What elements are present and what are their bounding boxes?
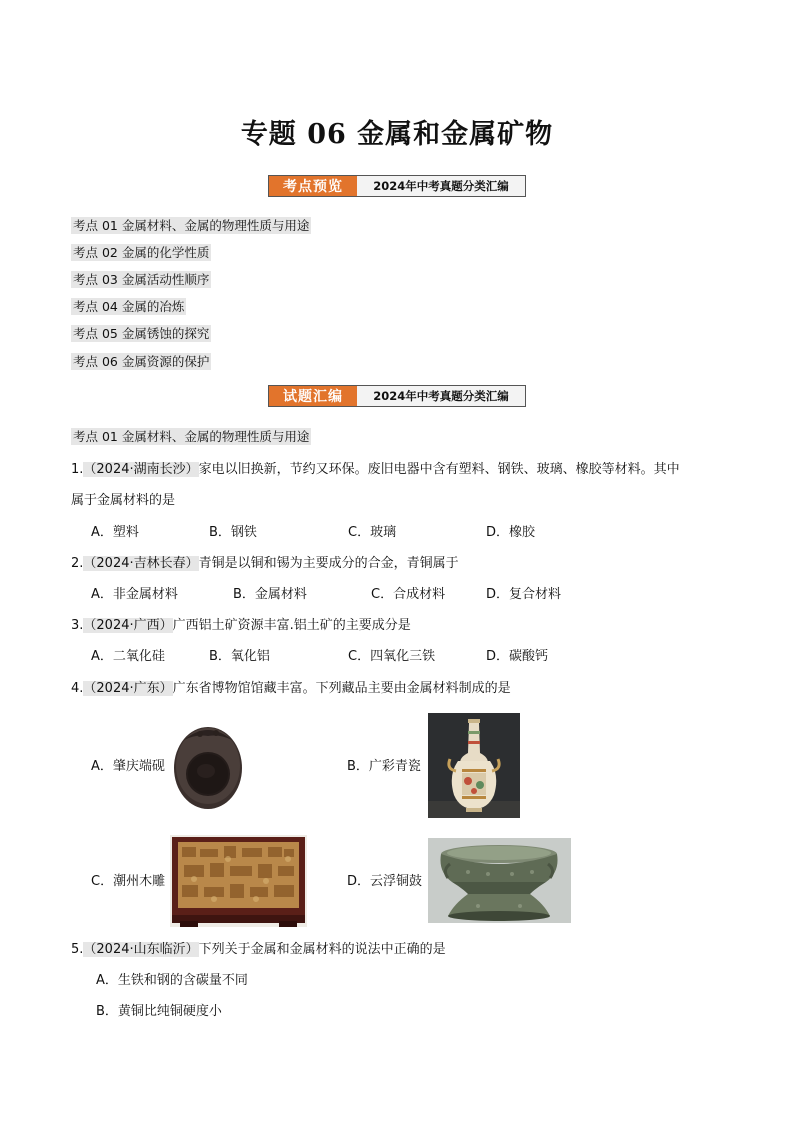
- question-number: 3.: [71, 618, 84, 633]
- toc-item[interactable]: 考点 04 金属的冶炼: [73, 299, 185, 314]
- option-c[interactable]: C．潮州木雕: [91, 874, 166, 889]
- questions-banner: [268, 385, 526, 407]
- woodcarving-image: [170, 835, 307, 927]
- option-a[interactable]: A．肇庆端砚: [91, 759, 165, 774]
- question-source: （2024·湖南长沙）: [83, 462, 199, 477]
- banner-subtitle: 2024年中考真题分类汇编: [373, 179, 509, 193]
- question-1: [71, 461, 680, 479]
- toc-item[interactable]: 考点 03 金属活动性顺序: [73, 272, 210, 287]
- option-a[interactable]: A．非金属材料: [91, 587, 178, 602]
- option-c[interactable]: C．合成材料: [371, 587, 446, 602]
- option-a[interactable]: A．二氧化硅: [91, 649, 165, 664]
- section-heading: 考点 01 金属材料、金属的物理性质与用途: [73, 429, 310, 444]
- question-source: （2024·广东）: [83, 681, 173, 696]
- inkstone-image: [170, 718, 246, 810]
- question-text: 广东省博物馆馆藏丰富。下列藏品主要由金属材料制成的是: [172, 681, 511, 696]
- question-text: 下列关于金属和金属材料的说法中正确的是: [198, 942, 446, 957]
- question-5: [71, 941, 446, 959]
- question-number: 5.: [71, 942, 84, 957]
- question-number: 1.: [71, 462, 84, 477]
- toc-item[interactable]: 考点 01 金属材料、金属的物理性质与用途: [73, 218, 310, 233]
- option-b[interactable]: B．金属材料: [233, 587, 307, 602]
- question-source: （2024·吉林长春）: [83, 556, 199, 571]
- question-text: 青铜是以铜和锡为主要成分的合金，青铜属于: [198, 556, 459, 571]
- question-4: [71, 680, 511, 698]
- toc-item[interactable]: 考点 06 金属资源的保护: [73, 354, 210, 369]
- option-b[interactable]: B．黄铜比纯铜硬度小: [96, 1004, 222, 1019]
- option-c[interactable]: C．玻璃: [348, 525, 397, 540]
- option-c[interactable]: C．四氧化三铁: [348, 649, 436, 664]
- option-b[interactable]: B．氧化铝: [209, 649, 270, 664]
- option-a[interactable]: A．塑料: [91, 525, 139, 540]
- option-b[interactable]: B．广彩青瓷: [347, 759, 421, 774]
- option-d[interactable]: D．云浮铜鼓: [347, 874, 423, 889]
- banner-tag: 试题汇编: [269, 386, 357, 406]
- question-number: 2.: [71, 556, 84, 571]
- preview-banner: [268, 175, 526, 197]
- vase-image: [428, 713, 520, 818]
- question-2: [71, 555, 459, 573]
- question-text: 家电以旧换新，节约又环保。废旧电器中含有塑料、钢铁、玻璃、橡胶等材料。其中: [198, 462, 680, 477]
- toc-item[interactable]: 考点 05 金属锈蚀的探究: [73, 326, 210, 341]
- banner-subtitle: 2024年中考真题分类汇编: [373, 389, 509, 403]
- banner-tag: 考点预览: [269, 176, 357, 196]
- option-d[interactable]: D．复合材料: [486, 587, 562, 602]
- option-a[interactable]: A．生铁和钢的含碳量不同: [96, 973, 248, 988]
- option-b[interactable]: B．钢铁: [209, 525, 257, 540]
- toc-item[interactable]: 考点 02 金属的化学性质: [73, 245, 210, 260]
- question-1-line2: 属于金属材料的是: [71, 493, 176, 508]
- question-text: 广西铝土矿资源丰富.铝土矿的主要成分是: [172, 618, 411, 633]
- option-d[interactable]: D．橡胶: [486, 525, 536, 540]
- bronze-drum-image: [428, 838, 571, 923]
- page-title: 专题 06 金属和金属矿物: [240, 119, 554, 150]
- option-d[interactable]: D．碳酸钙: [486, 649, 549, 664]
- question-number: 4.: [71, 681, 84, 696]
- question-3: [71, 617, 411, 635]
- question-source: （2024·山东临沂）: [83, 942, 199, 957]
- question-source: （2024·广西）: [83, 618, 173, 633]
